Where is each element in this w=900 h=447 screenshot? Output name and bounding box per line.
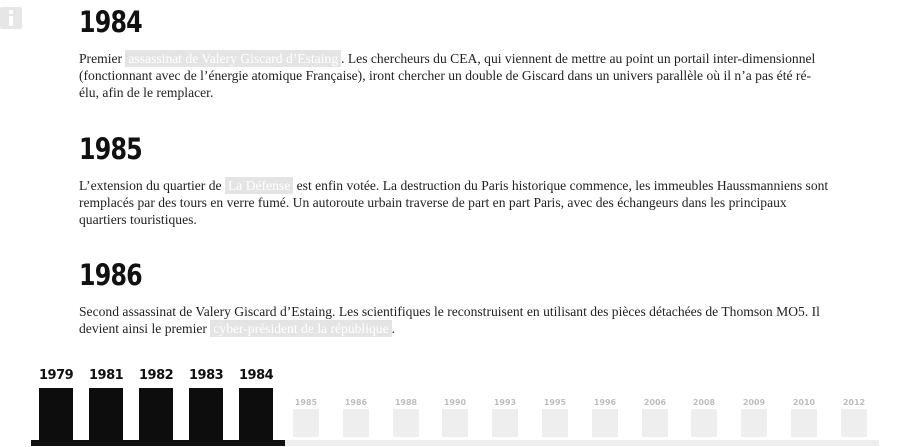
entry-link[interactable]: La Défense <box>225 177 293 194</box>
info-icon <box>8 10 14 26</box>
timeline-year-block <box>89 388 123 440</box>
timeline-year-block <box>39 388 73 440</box>
entry-text-part: . <box>391 321 396 336</box>
timeline-year-block <box>393 409 419 437</box>
timeline-year-1983[interactable] <box>189 368 223 384</box>
timeline-year-1995[interactable] <box>542 398 568 408</box>
timeline-year-label: 1988 <box>394 398 418 407</box>
timeline-year-1990[interactable] <box>442 398 468 408</box>
timeline-year-label: 1993 <box>493 398 517 407</box>
info-button[interactable] <box>0 7 22 29</box>
entry-text-part: L’extension du quartier de <box>79 178 225 193</box>
timeline-year-1985[interactable] <box>293 398 319 408</box>
timeline-year-block <box>841 409 867 437</box>
timeline-year-1988[interactable] <box>393 398 419 408</box>
entry-text-part: Second assassinat de Valery Giscard d’Estaing. Les scientifiques le reconstruisent en utilisant des pièces détachées de Thomson MO5. Il devient ainsi le premier <box>79 304 820 336</box>
timeline-year-label: 1979 <box>39 368 74 383</box>
entry-year: 1985 <box>79 132 142 166</box>
timeline-year-label: 1995 <box>543 398 567 407</box>
timeline-year-label: 2006 <box>643 398 667 407</box>
timeline-year-block <box>343 409 369 437</box>
timeline-year-block <box>189 388 223 440</box>
timeline-nav <box>0 365 900 447</box>
timeline-year-label: 1983 <box>189 368 224 383</box>
timeline-year-label: 1981 <box>89 368 124 383</box>
timeline-year-2009[interactable] <box>741 398 767 408</box>
entry-1986 <box>79 259 829 337</box>
timeline-year-1993[interactable] <box>492 398 518 408</box>
timeline-year-1986[interactable] <box>343 398 369 408</box>
timeline-year-label: 1996 <box>593 398 617 407</box>
timeline-year-label: 2010 <box>792 398 816 407</box>
timeline-year-1984[interactable] <box>239 368 273 384</box>
entry-link[interactable]: assassinat de Valery Giscard d’Estaing <box>125 50 341 67</box>
timeline-year-2012[interactable] <box>841 398 867 408</box>
entry-text <box>79 177 829 228</box>
entry-text <box>79 50 829 101</box>
timeline-year-label: 1986 <box>344 398 368 407</box>
entry-text <box>79 303 829 337</box>
timeline-year-label: 2012 <box>842 398 866 407</box>
timeline-year-1982[interactable] <box>139 368 173 384</box>
timeline-year-label: 1990 <box>443 398 467 407</box>
timeline-year-block <box>741 409 767 437</box>
entry-text-part: est enfin votée. La destruction du Paris historique commence, les immeubles Haussmanniens sont remplacés par des tours en verre fumé. Un autoroute urbain traverse de part en part Paris, avec des échangeurs dans les principaux quartiers touristiques. <box>79 178 829 227</box>
timeline-year-label: 2009 <box>742 398 766 407</box>
timeline-year-label: 1985 <box>294 398 318 407</box>
timeline-year-1979[interactable] <box>39 368 73 384</box>
timeline-year-block <box>791 409 817 437</box>
timeline-year-block <box>642 409 668 437</box>
timeline-year-2010[interactable] <box>791 398 817 408</box>
timeline-year-1996[interactable] <box>592 398 618 408</box>
entry-1985 <box>79 133 829 228</box>
timeline-year-block <box>139 388 173 440</box>
timeline-year-block <box>592 409 618 437</box>
timeline-year-label: 2008 <box>692 398 716 407</box>
timeline-year-2008[interactable] <box>691 398 717 408</box>
entry-link[interactable]: cyber-président de la république <box>210 320 391 337</box>
entry-year: 1984 <box>79 5 142 39</box>
timeline-year-block <box>293 409 319 437</box>
timeline-year-block <box>691 409 717 437</box>
timeline-year-block <box>442 409 468 437</box>
timeline-progress <box>31 440 285 446</box>
timeline-year-block <box>239 388 273 440</box>
timeline-year-1981[interactable] <box>89 368 123 384</box>
timeline-year-label: 1982 <box>139 368 174 383</box>
entry-1984 <box>79 6 829 101</box>
entry-year: 1986 <box>79 258 142 292</box>
timeline-year-2006[interactable] <box>642 398 668 408</box>
timeline-year-block <box>542 409 568 437</box>
entry-text-part: Premier <box>79 51 126 66</box>
timeline-year-label: 1984 <box>239 368 274 383</box>
timeline-year-block <box>492 409 518 437</box>
entry-text-part: . Les chercheurs du CEA, qui viennent de mettre au point un portail inter-dimensionnel (fonctionnant avec de l’énergie atomique Française), iront chercher un double de Giscard dans un univers parallèle où il n’a pas été ré-élu, afin de le remplacer. <box>79 51 816 100</box>
